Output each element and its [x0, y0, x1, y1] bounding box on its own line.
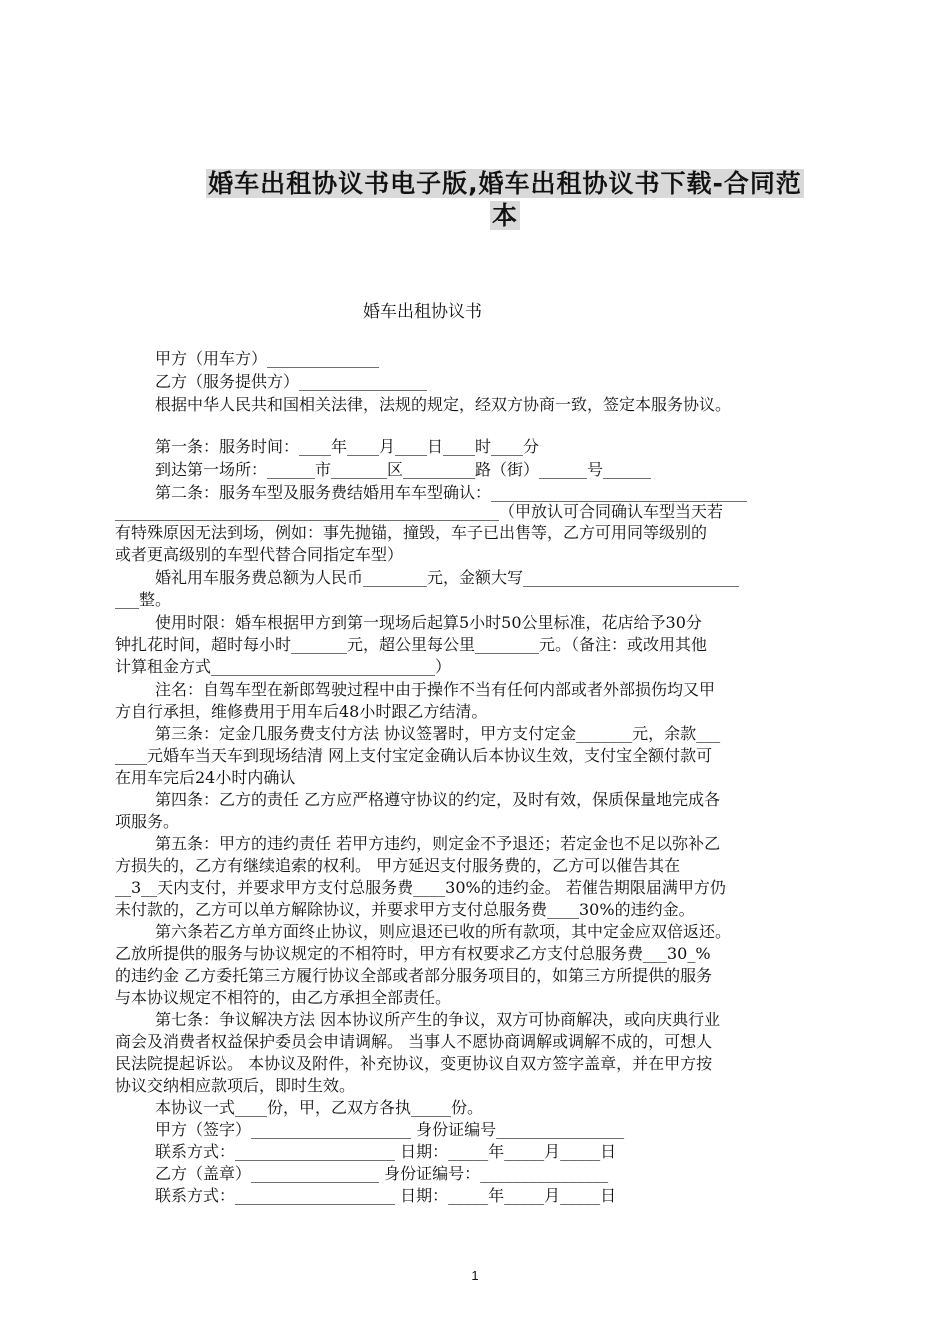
first-venue-line: 到达第一场所：______市_______区_________路（街）______号______: [155, 460, 652, 479]
article-2-cont-line: ________________________________________________（甲放认可合同确认车型当天若: [115, 502, 724, 521]
copies-line: 本协议一式____份，甲，乙双方各执_____份。: [155, 1098, 484, 1117]
article-6-cont-line: 的违约金 乙方委托第三方履行协议全部或者部分服务项目的，如第三方所提供的服务: [115, 966, 713, 985]
page-title: [120, 168, 890, 232]
article-7-cont-line: 协议交纳相应款项后，即时生效。: [115, 1076, 356, 1095]
usage-limit-line: 使用时限：婚车根据甲方到第一现场后起算5小时50公里标准，花店给予30分: [155, 613, 702, 632]
party-b-line: 乙方（服务提供方）________________: [155, 372, 428, 391]
article-5-cont-line: 未付款的，乙方可以单方解除协议，并要求甲方支付总服务费____30%的违约金。: [115, 900, 695, 919]
article-1-line: 第一条：服务时间：____年____月____日____时____分: [155, 437, 540, 456]
article-2-cont-line: 有特殊原因无法到场，例如：事先抛锚，撞毁，车子已出售等，乙方可用同等级别的: [115, 523, 708, 542]
article-6-cont-line: 乙放所提供的服务与协议规定的不相符时，甲方有权要求乙方支付总服务费___30_%: [115, 944, 711, 963]
fee-total-line: 婚礼用车服务费总额为人民币________元，金额大写___________________________: [155, 568, 740, 587]
signature-party-a: 甲方（签字）____________________ 身份证编号________________: [155, 1120, 625, 1139]
article-3-cont-line: 在用车完后24小时内确认: [115, 768, 296, 787]
party-a-line: 甲方（用车方）______________: [155, 349, 380, 368]
article-5-cont-line: 方损失的，乙方有继续追索的权利。 甲方延迟支付服务费的，乙方可以催告其在: [115, 856, 681, 875]
article-5-cont-line: __3__天内支付，并要求甲方支付总服务费____30%的违约金。 若催告期限届满甲方仍: [115, 878, 726, 897]
article-5-line: 第五条：甲方的违约责任 若甲方违约，则定金不予退还；若定金也不足以弥补乙: [155, 834, 721, 853]
usage-limit-cont-line: 计算租金方式____________________________）: [115, 657, 452, 676]
page-title-line-1: 婚车出租协议书电子版,婚车出租协议书下载-合同范: [208, 169, 802, 198]
document-heading: 婚车出租协议书: [363, 302, 482, 322]
article-6-cont-line: 与本协议规定不相符的，由乙方承担全部责任。: [115, 988, 452, 1007]
page-title-line-2: 本: [491, 201, 518, 230]
article-2-line: 第二条：服务车型及服务费结婚用车车型确认：________________________________: [155, 483, 748, 502]
page-number: 1: [471, 1268, 479, 1283]
article-7-cont-line: 民法院提起诉讼。 本协议及附件，补充协议，变更协议自双方签字盖章，并在甲方按: [115, 1054, 713, 1073]
article-3-cont-line: ____元婚车当天车到现场结清 网上支付宝定金确认后本协议生效，支付宝全额付款可: [115, 746, 713, 765]
fee-total-cont-line: ___整。: [115, 590, 172, 609]
note-cont-line: 方自行承担，维修费用于用车后48小时跟乙方结清。: [115, 702, 488, 721]
article-4-cont-line: 项服务。: [115, 812, 180, 831]
note-line: 注名：自驾车型在新郎驾驶过程中由于操作不当有任何内部或者外部损伤均又甲: [155, 680, 716, 699]
signature-party-b: 乙方（盖章）________________ 身份证编号：________________: [155, 1164, 609, 1183]
contact-party-b: 联系方式：____________________ 日期：_____年_____月_____日: [155, 1186, 617, 1205]
preamble-line: 根据中华人民共和国相关法律，法规的规定，经双方协商一致，签定本服务协议。: [155, 395, 732, 414]
usage-limit-cont-line: 钟扎花时间，超时每小时_______元，超公里每公里________元。（备注：或改用其他: [115, 635, 708, 654]
article-4-line: 第四条：乙方的责任 乙方应严格遵守协议的约定，及时有效，保质保量地完成各: [155, 790, 721, 809]
article-3-line: 第三条：定金几服务费支付方法 协议签署时，甲方支付定金_______元，余款___: [155, 724, 721, 743]
contact-party-a: 联系方式：____________________ 日期：_____年_____月_____日: [155, 1142, 617, 1161]
article-2-cont-line: 或者更高级别的车型代替合同指定车型）: [115, 545, 404, 564]
article-7-cont-line: 商会及消费者权益保护委员会申请调解。 当事人不愿协商调解或调解不成的，可想人: [115, 1032, 713, 1051]
article-6-line: 第六条若乙方单方面终止协议，则应退还已收的所有款项，其中定金应双倍返还。: [155, 922, 732, 941]
article-7-line: 第七条：争议解决方法 因本协议所产生的争议，双方可协商解决，或向庆典行业: [155, 1010, 721, 1029]
